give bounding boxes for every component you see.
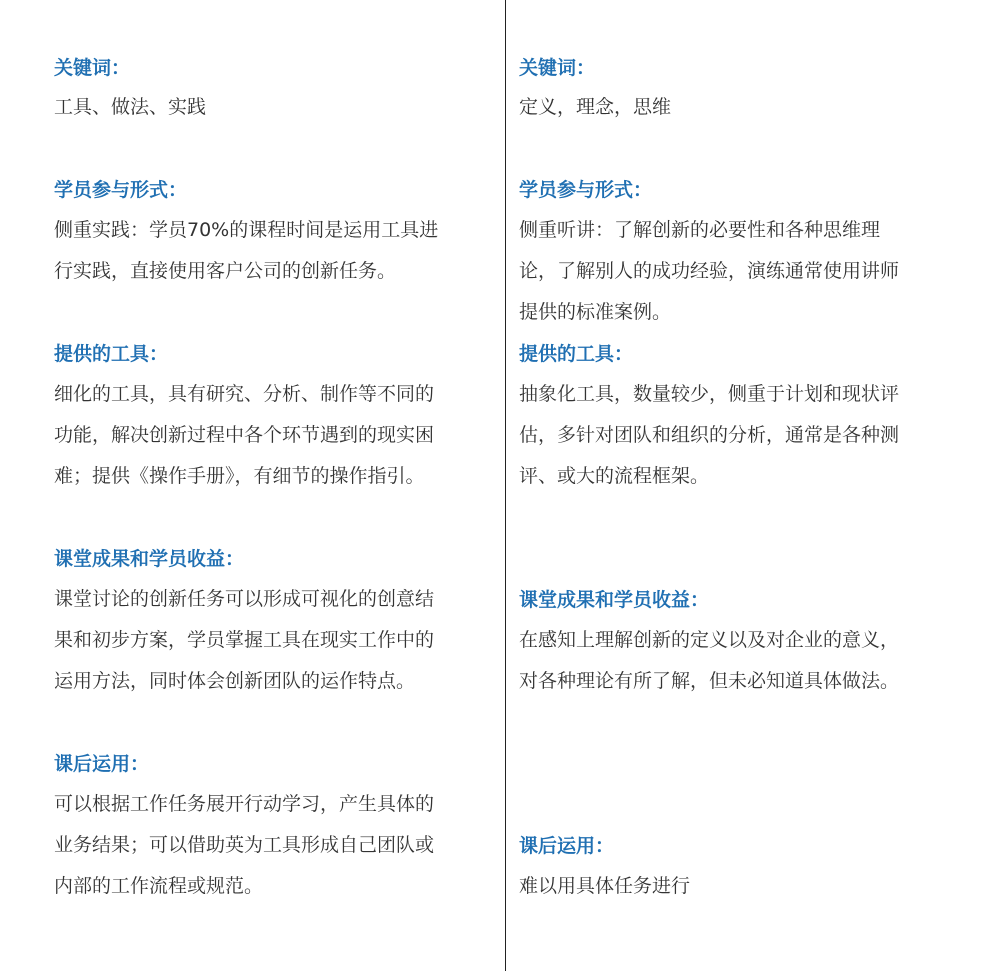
left-participation-line-1: 侧重实践：学员70%的课程时间是运用工具进	[54, 219, 439, 241]
right-participation-heading: 学员参与形式：	[519, 179, 653, 201]
left-participation-heading: 学员参与形式：	[54, 179, 188, 201]
left-outcomes-line-2: 果和初步方案，学员掌握工具在现实工作中的	[54, 629, 435, 651]
right-tools-heading: 提供的工具：	[519, 343, 634, 365]
right-tools-line-3: 评、或大的流程框架。	[519, 465, 710, 487]
column-divider	[505, 0, 506, 971]
left-keywords-heading: 关键词：	[54, 57, 131, 79]
right-participation-line-1: 侧重听讲：了解创新的必要性和各种思维理	[519, 219, 881, 241]
left-tools-line-3: 难；提供《操作手册》，有细节的操作指引。	[54, 465, 425, 487]
right-participation-line-3: 提供的标准案例。	[519, 301, 672, 323]
right-tools-line-1: 抽象化工具，数量较少，侧重于计划和现状评	[519, 383, 900, 405]
right-outcomes-heading: 课堂成果和学员收益：	[519, 589, 710, 611]
left-outcomes-line-3: 运用方法，同时体会创新团队的运作特点。	[54, 670, 416, 692]
right-participation-line-2: 论，了解别人的成功经验，演练通常使用讲师	[519, 260, 900, 282]
right-keywords-text: 定义，理念，思维	[519, 96, 672, 118]
right-after-class-text: 难以用具体任务进行	[519, 875, 691, 897]
right-after-class-heading: 课后运用：	[519, 835, 615, 857]
left-tools-line-1: 细化的工具，具有研究、分析、制作等不同的	[54, 383, 435, 405]
left-after-class-line-3: 内部的工作流程或规范。	[54, 875, 264, 897]
right-outcomes-line-1: 在感知上理解创新的定义以及对企业的意义，	[519, 629, 900, 651]
right-tools-line-2: 估，多针对团队和组织的分析，通常是各种测	[519, 424, 900, 446]
left-after-class-heading: 课后运用：	[54, 753, 150, 775]
left-outcomes-line-1: 课堂讨论的创新任务可以形成可视化的创意结	[54, 588, 435, 610]
left-tools-heading: 提供的工具：	[54, 343, 169, 365]
right-outcomes-line-2: 对各种理论有所了解，但未必知道具体做法。	[519, 670, 900, 692]
left-outcomes-heading: 课堂成果和学员收益：	[54, 548, 245, 570]
left-keywords-text: 工具、做法、实践	[54, 96, 207, 118]
right-keywords-heading: 关键词：	[519, 57, 596, 79]
left-after-class-line-1: 可以根据工作任务展开行动学习，产生具体的	[54, 793, 435, 815]
left-after-class-line-2: 业务结果；可以借助英为工具形成自己团队或	[54, 834, 435, 856]
left-tools-line-2: 功能，解决创新过程中各个环节遇到的现实困	[54, 424, 435, 446]
left-participation-line-2: 行实践，直接使用客户公司的创新任务。	[54, 260, 397, 282]
